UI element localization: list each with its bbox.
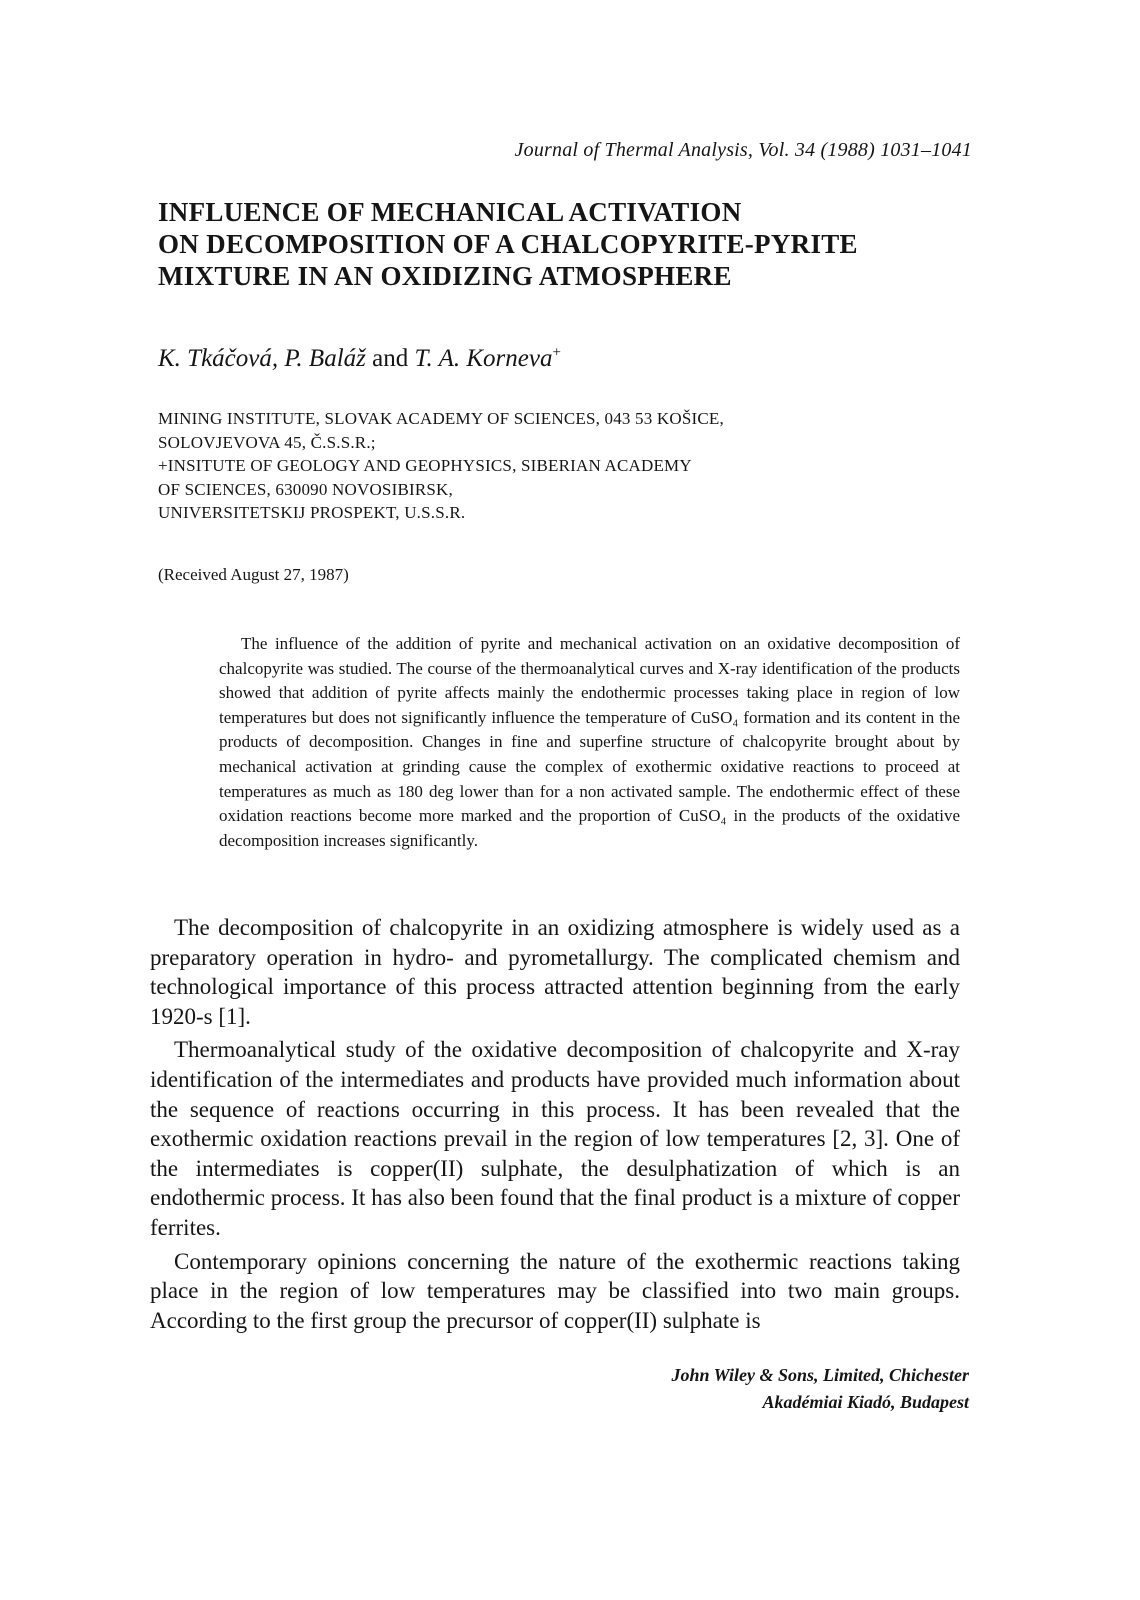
author-conjunction: and [372,345,409,372]
publisher-info [671,1362,969,1416]
journal-reference: Journal of Thermal Analysis, Vol. 34 (1988) 1031–1041 [514,139,972,161]
title-line: INFLUENCE OF MECHANICAL ACTIVATION [158,197,742,227]
abstract [219,632,960,853]
publisher-line: John Wiley & Sons, Limited, Chichester [671,1365,969,1385]
author-name: K. Tkáčová, [158,345,279,372]
received-date: (Received August 27, 1987) [158,565,349,584]
affiliation-line: +INSITUTE OF GEOLOGY AND GEOPHYSICS, SIBERIAN ACADEMY [158,456,692,475]
abstract-text: The influence of the addition of pyrite and mechanical activation on an oxidative decomposition of chalcopyrite was studied. The course of the thermoanalytical curves and X-ray identification of the products showed that addition of pyrite affects mainly the endothermic processes taking place in region of low temperatures but does not significantly influence the temperature of CuSO₄ formation and its content in the products of decomposition. Changes in fine and superfine structure of chalcopyrite brought about by mechanical activation at grinding cause the complex of exothermic oxidative reactions to proceed at temperatures as much as 180 deg lower than for a non activated sample. The endothermic effect of these oxidation reactions become more marked and the proportion of CuSO₄ in the products of the oxidative decomposition increases significantly. [219,634,960,850]
title-line: ON DECOMPOSITION OF A CHALCOPYRITE-PYRITE [158,229,858,259]
affiliations [158,407,918,525]
body-paragraph: The decomposition of chalcopyrite in an oxidizing atmosphere is widely used as a preparatory operation in hydro- and pyrometallurgy. The complicated chemism and technological importance of this process attracted attention beginning from the early 1920-s [1]. [150,915,960,1029]
affiliation-line: OF SCIENCES, 630090 NOVOSIBIRSK, [158,479,453,499]
article-title [158,196,958,292]
body-paragraph: Thermoanalytical study of the oxidative decomposition of chalcopyrite and X-ray identification of the intermediates and products have provided much information about the sequence of reactions occurring in this process. It has been revealed that the exothermic oxidation reactions prevail in the region of low temperatures [2, 3]. One of the intermediates is copper(II) sulphate, the desulphatization of which is an endothermic process. It has also been found that the final product is a mixture of copper ferrites. [150,1037,960,1240]
affiliation-line: UNIVERSITETSKIJ PROSPEKT, U.S.S.R. [158,503,466,522]
affiliation-mark: + [552,344,561,361]
affiliation-line: MINING INSTITUTE, SLOVAK ACADEMY OF SCIENCES, 043 53 KOŠICE, [158,409,724,428]
publisher-line: Akadémiai Kiadó, Budapest [762,1392,969,1412]
author-list [158,344,561,374]
affiliation-line: SOLOVJEVOVA 45, Č.S.S.R.; [158,432,376,452]
body-paragraph: Contemporary opinions concerning the nature of the exothermic reactions taking place in the region of low temperatures may be classified into two main groups. According to the first group the precursor of copper(II) sulphate is [150,1248,960,1333]
body-text [150,913,960,1339]
author-name: T. A. Korneva [414,345,553,372]
author-name: P. Baláž [284,345,366,372]
title-line: MIXTURE IN AN OXIDIZING ATMOSPHERE [158,261,732,291]
